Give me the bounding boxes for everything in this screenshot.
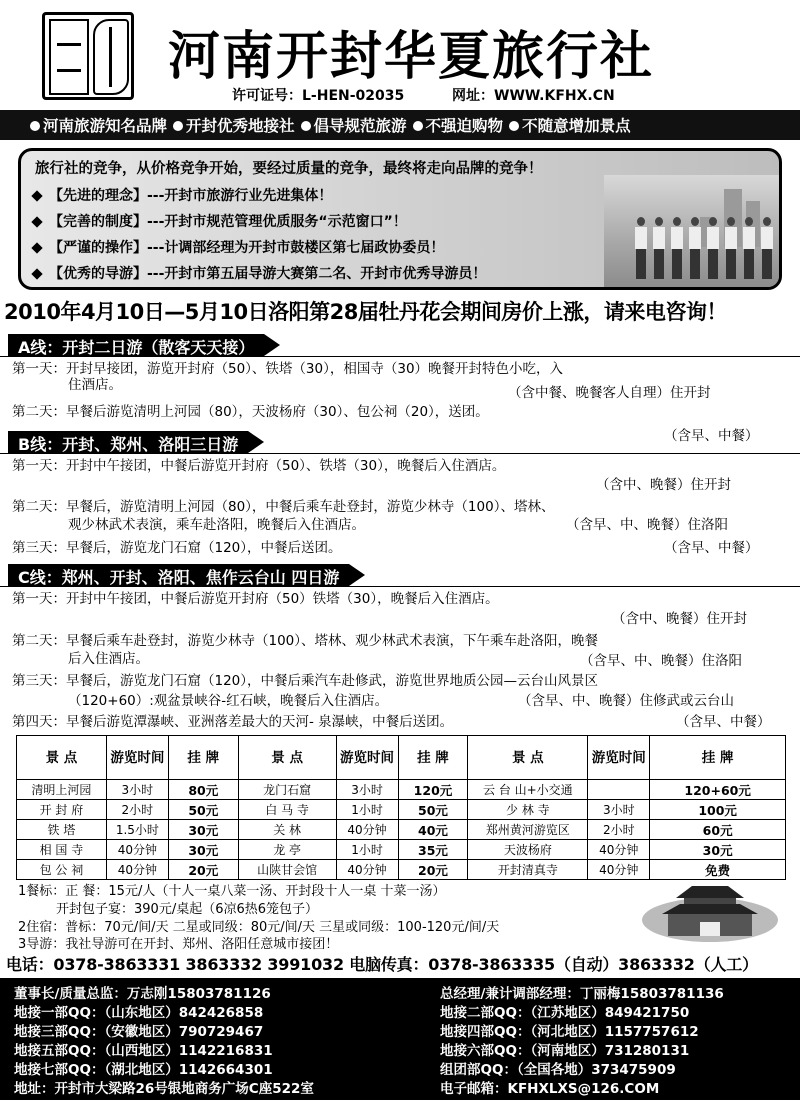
promo-item: 【先进的理念】---开封市旅游行业先进集体！ [33,185,332,205]
bullet-icon [509,121,519,131]
table-cell: 40分钟 [336,860,398,880]
header [0,0,800,110]
table-cell: 包 公 祠 [17,860,107,880]
route-c-day1-meals: （含中、晚餐）住开封 [612,611,747,627]
table-cell: 龙 亭 [238,840,336,860]
divider [0,453,800,454]
contacts-panel [0,978,800,1100]
banner-item: 不随意增加景点 [509,114,631,136]
note-meals-cont: 开封包子宴：390元/桌起（6凉6热6笼包子） [56,902,319,917]
diamond-icon [31,216,42,227]
contact-right: 地接六部QQ：（河南地区）731280131 [440,1043,690,1059]
bullet-icon [413,121,423,131]
diamond-icon [31,190,42,201]
route-c-day3: 第三天：早餐后，游览龙门石窟（120），中餐后乘汽车赴修武，游览世界地质公园—云台山风景区 [12,673,599,689]
sights-price-table [16,735,786,880]
route-b-day2-meals: （含早、中、晚餐）住洛阳 [566,517,728,533]
table-cell: 3小时 [588,800,650,820]
note-guide: 3导游：我社导游可在开封、郑州、洛阳任意城市接团！ [18,937,339,952]
col-header: 游览时间 [336,736,398,780]
table-cell: 开 封 府 [17,800,107,820]
bullet-icon [173,121,183,131]
diamond-icon [31,268,42,279]
route-b-day2: 第二天：早餐后，游览清明上河园（80），中餐后乘车赴登封，游览少林寺（100）、塔林、 [12,499,555,515]
contact-left: 董事长/质量总监：万志刚15803781126 [14,986,271,1002]
bullet-icon [30,121,40,131]
table-cell: 100元 [650,800,786,820]
diamond-icon [31,242,42,253]
table-cell: 天波杨府 [468,840,588,860]
col-header: 游览时间 [106,736,168,780]
route-c-title: C线：郑州、开封、洛阳、焦作云台山 四日游 [8,564,349,586]
route-c-day2: 第二天：早餐后乘车赴登封，游览少林寺（100）、塔林、观少林武术表演，下午乘车赴洛阳，晚餐 [12,633,599,649]
route-a-day2: 第二天：早餐后游览清明上河园（80），天波杨府（30）、包公祠（20），送团。 [12,404,489,420]
table-row [17,840,786,860]
table-cell: 1小时 [336,800,398,820]
route-c-day4-meals: （含早、中餐） [676,714,771,730]
contact-right: 总经理/兼计调部经理：丁丽梅15803781136 [440,986,724,1002]
route-c-day1: 第一天：开封中午接团，中餐后游览开封府（50）铁塔（30），晚餐后入住酒店。 [12,591,499,607]
table-cell: 免费 [650,860,786,880]
promo-item: 【优秀的导游】---开封市第五届导游大赛第二名、开封市优秀导游员！ [33,263,486,283]
table-cell: 40分钟 [106,860,168,880]
table-cell: 50元 [168,800,238,820]
banner-item: 开封优秀地接社 [173,114,295,136]
route-b-day3: 第三天：早餐后，游览龙门石窟（120），中餐后送团。 [12,540,342,556]
table-cell: 开封清真寺 [468,860,588,880]
brand-banner [0,110,800,140]
contact-right: 地接二部QQ：（江苏地区）849421750 [440,1005,690,1021]
phone-numbers[interactable]: 电话：0378-3863331 3863332 3991032 电脑传真：0378-3863335（自动）3863332（人工） [6,955,758,974]
table-cell: 山陕甘会馆 [238,860,336,880]
table-cell: 2小时 [588,820,650,840]
promo-box [18,148,782,290]
note-hotel: 2住宿：普标：70元/间/天 二星或同级：80元/间/天 三星或同级：100-120元/间/天 [18,920,500,935]
table-cell: 40分钟 [106,840,168,860]
col-header: 挂 牌 [168,736,238,780]
note-meals: 1餐标：正 餐：15元/人（十人一桌八菜一汤、开封段十人一桌 十菜一汤） [18,884,446,899]
route-a-day1: 第一天：开封早接团，游览开封府（50）、铁塔（30），相国寺（30）晚餐开封特色小吃，入 [12,361,564,377]
table-cell: 少 林 寺 [468,800,588,820]
table-cell: 40元 [398,820,468,840]
table-cell: 35元 [398,840,468,860]
col-header: 景 点 [468,736,588,780]
table-row [17,800,786,820]
table-cell: 白 马 寺 [238,800,336,820]
table-cell: 云 台 山+小交通 [468,780,588,800]
table-cell: 关 林 [238,820,336,840]
divider [0,356,800,357]
col-header: 游览时间 [588,736,650,780]
contact-right: 地接四部QQ：（河北地区）1157757612 [440,1024,699,1040]
table-cell: 郑州黄河游览区 [468,820,588,840]
email[interactable]: 电子邮箱：KFHXLXS@126.COM [440,1081,660,1097]
route-b-day3-meals: （含早、中餐） [664,540,759,556]
route-b-day1-meals: （含中、晚餐）住开封 [596,477,731,493]
seal-logo [42,12,134,100]
table-cell: 30元 [168,840,238,860]
route-c-day4: 第四天：早餐后游览潭瀑峡、亚洲落差最大的天河- 泉瀑峡，中餐后送团。 [12,714,454,730]
table-row [17,820,786,840]
route-a-title: A线：开封二日游（散客天天接） [8,334,264,356]
promo-item: 【严谨的操作】---计调部经理为开封市鼓楼区第七届政协委员！ [33,237,444,257]
table-cell: 龙门石窟 [238,780,336,800]
contact-left: 地接一部QQ：（山东地区）842426858 [14,1005,264,1021]
table-row [17,780,786,800]
col-header: 景 点 [238,736,336,780]
promo-item: 【完善的制度】---开封市规范管理优质服务“示范窗口”！ [33,211,407,231]
route-c-day3-meals: （含早、中、晚餐）住修武或云台山 [518,693,734,709]
col-header: 景 点 [17,736,107,780]
table-cell: 80元 [168,780,238,800]
website-url[interactable]: 网址：WWW.KFHX.CN [452,88,615,104]
table-cell: 40分钟 [588,860,650,880]
table-cell: 30元 [650,840,786,860]
table-cell: 铁 塔 [17,820,107,840]
table-cell: 40分钟 [588,840,650,860]
license-number: 许可证号：L-HEN-02035 [232,88,405,104]
route-a-day1-cont: 住酒店。 [68,377,122,393]
contact-left: 地接三部QQ：（安徽地区）790729467 [14,1024,264,1040]
promo-slogan: 旅行社的竞争，从价格竞争开始，要经过质量的竞争，最终将走向品牌的竞争！ [35,161,543,177]
col-header: 挂 牌 [650,736,786,780]
route-c-day2-meals: （含早、中、晚餐）住洛阳 [580,653,742,669]
divider [0,586,800,587]
table-cell: 3小时 [336,780,398,800]
table-cell [588,780,650,800]
route-b-title: B线：开封、郑州、洛阳三日游 [8,431,248,453]
table-cell: 40分钟 [336,820,398,840]
banner-item: 不强迫购物 [413,114,504,136]
staff-photo [604,175,782,287]
table-cell: 120+60元 [650,780,786,800]
banner-item: 倡导规范旅游 [301,114,407,136]
table-cell: 20元 [398,860,468,880]
table-cell: 60元 [650,820,786,840]
address: 地址：开封市大梁路26号银地商务广场C座522室 [14,1081,314,1097]
route-a-day1-meals: （含中餐、晚餐客人自理）住开封 [508,385,711,401]
table-cell: 50元 [398,800,468,820]
table-cell: 30元 [168,820,238,840]
banner-item: 河南旅游知名品牌 [30,114,167,136]
route-b-day2-cont: 观少林武术表演，乘车赴洛阳，晚餐后入住酒店。 [68,517,365,533]
tower-illustration [640,880,780,942]
table-row [17,860,786,880]
route-b-day1: 第一天：开封中午接团，中餐后游览开封府（50）、铁塔（30），晚餐后入住酒店。 [12,458,506,474]
route-c-day2-cont: 后入住酒店。 [68,651,149,667]
contact-left: 地接七部QQ：（湖北地区）1142664301 [14,1062,273,1078]
table-cell: 3小时 [106,780,168,800]
col-header: 挂 牌 [398,736,468,780]
bullet-icon [301,121,311,131]
table-cell: 2小时 [106,800,168,820]
table-cell: 1.5小时 [106,820,168,840]
contact-left: 地接五部QQ：（山西地区）1142216831 [14,1043,273,1059]
table-cell: 相 国 寺 [17,840,107,860]
contact-right: 组团部QQ：（全国各地）373475909 [440,1062,676,1078]
table-header-row [17,736,786,780]
table-cell: 清明上河园 [17,780,107,800]
table-cell: 20元 [168,860,238,880]
company-name: 河南开封华夏旅行社 [168,27,655,87]
table-cell: 120元 [398,780,468,800]
route-c-day3-cont: （120+60）:观盆景峡谷-红石峡，晚餐后入住酒店。 [68,693,389,709]
headline: 2010年4月10日—5月10日洛阳第28届牡丹花会期间房价上涨，请来电咨询！ [4,300,727,324]
table-cell: 1小时 [336,840,398,860]
route-a-day2-meals: （含早、中餐） [664,428,759,444]
